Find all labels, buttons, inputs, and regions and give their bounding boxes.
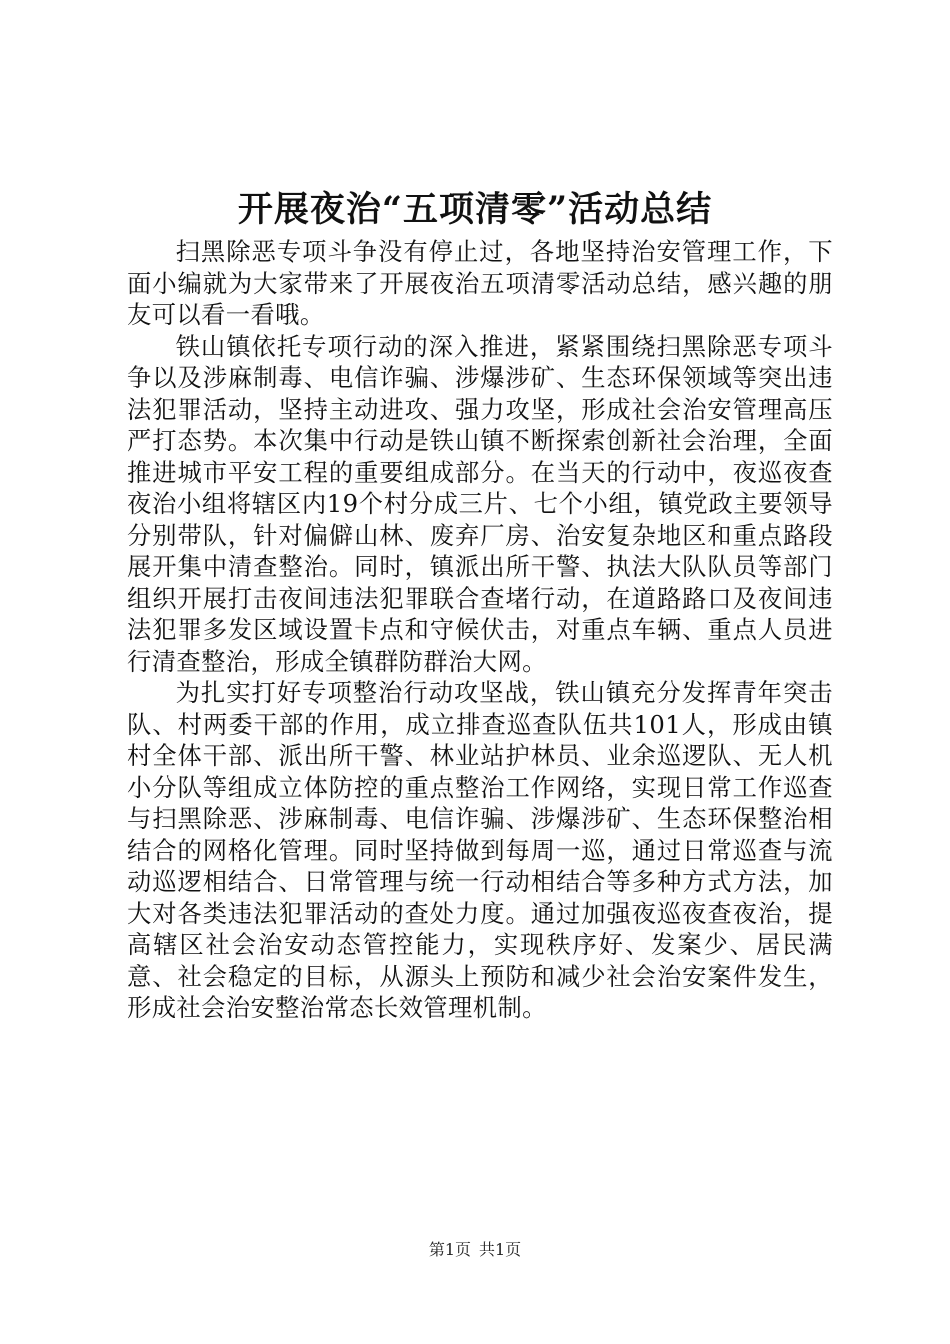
page-number: 第1页 <box>428 1240 471 1259</box>
body-paragraph-actions: 铁山镇依托专项行动的深入推进，紧紧围绕扫黑除恶专项斗争以及涉麻制毒、电信诈骗、涉爆涉矿、生态环保领域等突出违法犯罪活动，坚持主动进攻、强力攻坚，形成社会治安管理高压严打态势。本次集中行动是铁山镇不断探索创新社会治理，全面推进城市平安工程的重要组成部分。在当天的行动中，夜巡夜查夜治小组将辖区内19个村分成三片、七个小组，镇党政主要领导分别带队，针对偏僻山林、废弃厂房、治安复杂地区和重点路段展开集中清查整治。同时，镇派出所干警、执法大队队员等部门组织开展打击夜间违法犯罪联合查堵行动，在道路路口及夜间违法犯罪多发区域设置卡点和守候伏击，对重点车辆、重点人员进行清查整治，形成全镇群防群治大网。 <box>127 331 833 676</box>
document-title: 开展夜治“五项清零”活动总结 <box>237 189 713 230</box>
document-body <box>127 236 833 1024</box>
intro-paragraph: 扫黑除恶专项斗争没有停止过，各地坚持治安管理工作，下面小编就为大家带来了开展夜治五项清零活动总结，感兴趣的朋友可以看一看哦。 <box>127 237 833 329</box>
body-paragraph-measures: 为扎实打好专项整治行动攻坚战，铁山镇充分发挥青年突击队、村两委干部的作用，成立排查巡查队伍共101人，形成由镇村全体干部、派出所干警、林业站护林员、业余巡逻队、无人机小分队等组成立体防控的重点整治工作网络，实现日常工作巡查与扫黑除恶、涉麻制毒、电信诈骗、涉爆涉矿、生态环保整治相结合的网格化管理。同时坚持做到每周一巡，通过日常巡查与流动巡逻相结合、日常管理与统一行动相结合等多种方式方法，加大对各类违法犯罪活动的查处力度。通过加强夜巡夜查夜治，提高辖区社会治安动态管控能力，实现秩序好、发案少、居民满意、社会稳定的目标，从源头上预防和减少社会治安案件发生，形成社会治安整治常态长效管理机制。 <box>127 678 833 1022</box>
page-total: 共1页 <box>479 1240 522 1259</box>
page-footer <box>0 1238 950 1262</box>
